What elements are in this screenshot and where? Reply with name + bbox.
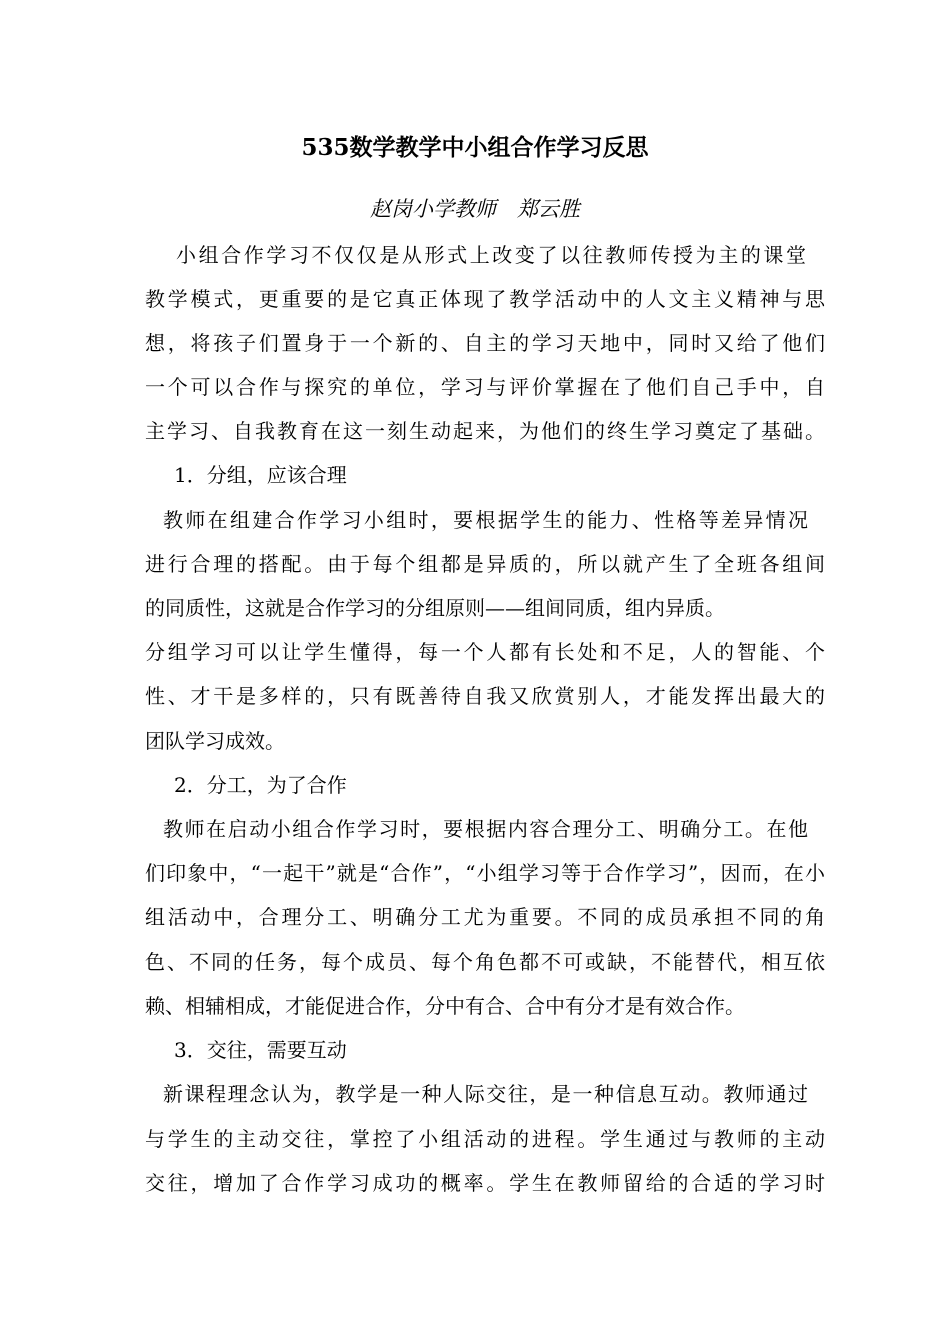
paragraph-line: 分组学习可以让学生懂得，每一个人都有长处和不足，人的智能、个 [145,640,825,664]
paragraph-line: 进行合理的搭配。由于每个组都是异质的，所以就产生了全班各组间 [145,552,825,576]
paragraph-line: 小组合作学习不仅仅是从形式上改变了以往教师传授为主的课堂 [176,243,806,267]
paragraph-line: 赖、相辅相成，才能促进合作，分中有合、合中有分才是有效合作。 [145,994,745,1018]
paragraph-line: 一个可以合作与探究的单位，学习与评价掌握在了他们自己手中，自 [145,375,825,399]
paragraph-line: 交往，增加了合作学习成功的概率。学生在教师留给的合适的学习时 [145,1171,825,1195]
section-heading: 2．分工，为了合作 [174,773,347,797]
author-line: 赵岗小学教师 郑云胜 [370,197,580,221]
paragraph-line: 想，将孩子们置身于一个新的、自主的学习天地中，同时又给了他们 [145,331,825,355]
paragraph-line: 团队学习成效。 [145,729,285,753]
paragraph-line: 主学习、自我教育在这一刻生动起来，为他们的终生学习奠定了基础。 [145,419,825,443]
paragraph-line: 教学模式，更重要的是它真正体现了教学活动中的人文主义精神与思 [145,287,825,311]
paragraph-line: 色、不同的任务，每个成员、每个角色都不可或缺，不能替代，相互依 [145,950,825,974]
paragraph-line: 教师在启动小组合作学习时，要根据内容合理分工、明确分工。在他 [163,817,808,841]
paragraph-line: 性、才干是多样的，只有既善待自我又欣赏别人，才能发挥出最大的 [145,684,825,708]
paragraph-line: 教师在组建合作学习小组时，要根据学生的能力、性格等差异情况 [163,508,808,532]
paragraph-line: 组活动中，合理分工、明确分工尤为重要。不同的成员承担不同的角 [145,905,825,929]
section-heading: 1．分组，应该合理 [174,463,347,487]
paragraph-line: 新课程理念认为，教学是一种人际交往，是一种信息互动。教师通过 [163,1082,808,1106]
document-title: 535数学教学中小组合作学习反思 [301,134,649,161]
section-heading: 3．交往，需要互动 [174,1038,347,1062]
paragraph-line: 的同质性，这就是合作学习的分组原则——组间同质，组内异质。 [145,596,725,620]
paragraph-line: 们印象中，“一起干”就是“合作”，“小组学习等于合作学习”，因而，在小 [145,861,825,885]
paragraph-line: 与学生的主动交往，掌控了小组活动的进程。学生通过与教师的主动 [145,1127,825,1151]
